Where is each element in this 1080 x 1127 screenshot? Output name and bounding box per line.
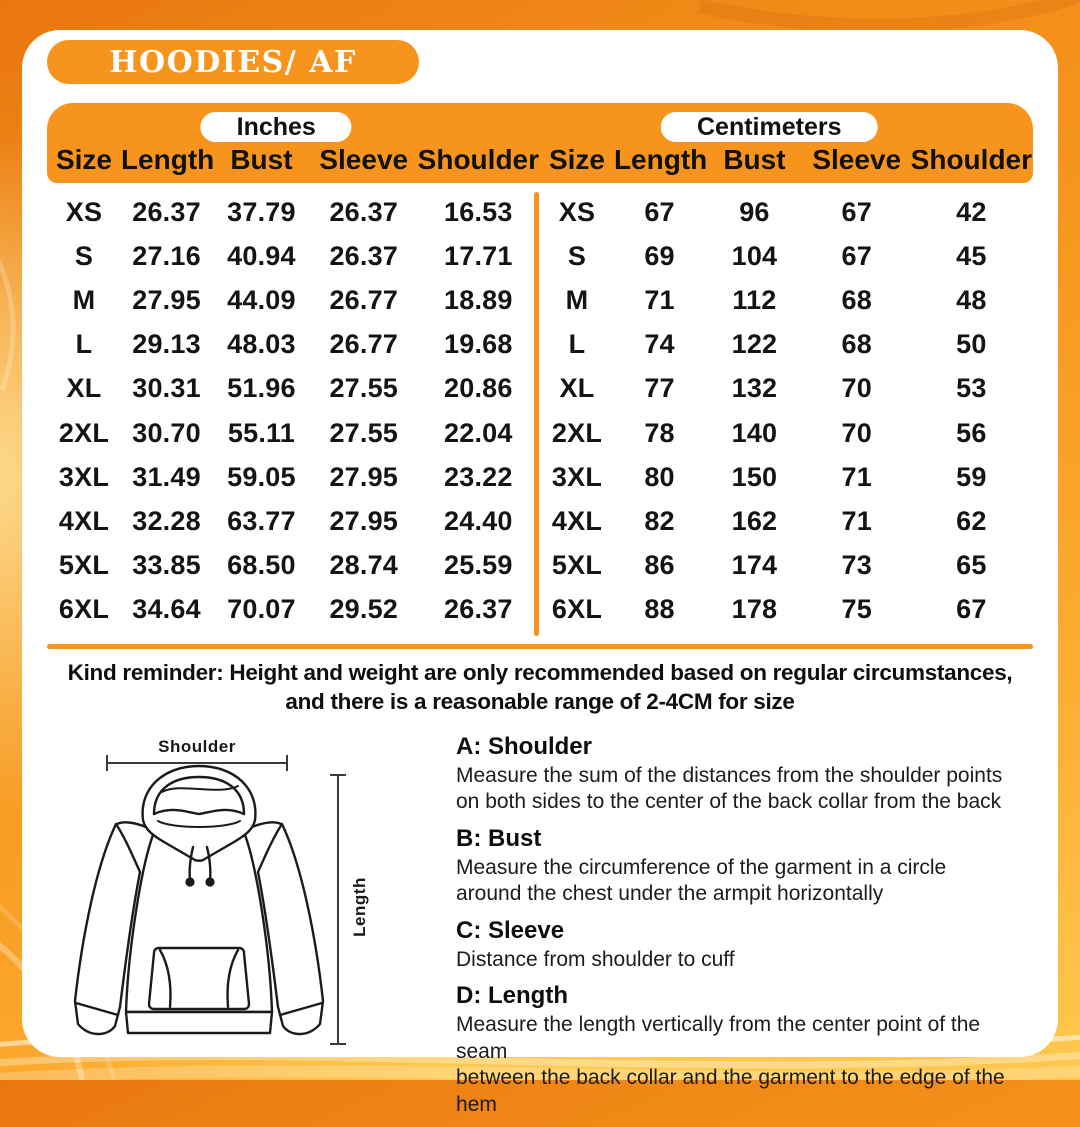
table-cell: 34.64 (132, 594, 201, 625)
table-cell: 68.50 (227, 550, 296, 581)
table-cell: 71 (841, 461, 872, 492)
table-cell: 18.89 (444, 284, 513, 315)
column-header-shoulder: Shoulder (910, 144, 1033, 175)
table-row (47, 588, 540, 632)
table-cell: 51.96 (227, 373, 296, 404)
table-cell: 78 (644, 417, 675, 448)
table-cell: 86 (644, 550, 675, 581)
table-cell: XL (559, 373, 595, 404)
table-cell: 5XL (551, 550, 603, 581)
table-cell: 70 (841, 417, 872, 448)
table-cell: 132 (731, 373, 778, 404)
table-cell: 3XL (58, 461, 110, 492)
table-cell: 17.71 (444, 240, 513, 271)
table-row (540, 234, 1033, 278)
title-badge-label: HOODIES/ AF (109, 44, 357, 80)
table-row (540, 499, 1033, 543)
shoulder-label: Shoulder (158, 737, 236, 756)
centimeters-pill (661, 112, 878, 142)
table-cell: 32.28 (132, 505, 201, 536)
table-cell: 4XL (58, 505, 110, 536)
table-cell: 77 (644, 373, 675, 404)
centimeters-pill-label: Centimeters (696, 112, 842, 141)
measurement-line: Measure the sum of the distances from the shoulder points (456, 764, 1003, 787)
measurement-item-sleeve (456, 917, 1034, 973)
table-cell: 30.70 (132, 417, 201, 448)
length-measure-line (330, 775, 346, 1044)
table-cell: 80 (644, 461, 675, 492)
table-row (540, 278, 1033, 322)
table-row (47, 367, 540, 411)
table-cell: 29.52 (329, 594, 399, 625)
table-divider (534, 192, 539, 636)
column-header-bust: Bust (723, 144, 786, 175)
table-cell: 26.37 (329, 196, 399, 227)
table-cell: M (72, 284, 96, 315)
table-cell: 68 (841, 329, 872, 360)
table-cell: 48.03 (227, 329, 296, 360)
table-cell: XL (66, 373, 102, 404)
table-cell: 75 (841, 594, 872, 625)
measurement-heading: A: Shoulder (456, 733, 592, 760)
table-row (540, 411, 1033, 455)
table-cell: 19.68 (444, 329, 513, 360)
table-cell: 26.77 (329, 284, 399, 315)
table-cell: 59 (956, 461, 987, 492)
table-cell: 28.74 (329, 550, 399, 581)
column-header-sleeve: Sleeve (319, 144, 409, 175)
table-cell: 2XL (551, 417, 603, 448)
column-header-length: Length (120, 144, 215, 175)
reminder-text (22, 659, 1058, 717)
table-cell: 37.79 (227, 196, 296, 227)
reminder-line-2: and there is a reasonable range of 2-4CM for size (285, 688, 795, 714)
table-cell: XS (65, 196, 103, 227)
table-cell: 122 (731, 329, 778, 360)
table-row (47, 455, 540, 499)
centimeters-table-rows (540, 190, 1033, 632)
table-cell: 22.04 (444, 417, 513, 448)
table-row (47, 278, 540, 322)
table-cell: 23.22 (444, 461, 513, 492)
table-cell: 42 (956, 196, 987, 227)
table-cell: 69 (644, 240, 675, 271)
column-header-size: Size (548, 144, 605, 175)
size-chart-card (22, 30, 1058, 1116)
table-cell: 6XL (58, 594, 110, 625)
table-row (47, 544, 540, 588)
table-cell: 24.40 (444, 505, 513, 536)
table-cell: 104 (731, 240, 778, 271)
inches-pill-label: Inches (236, 112, 316, 141)
table-row (47, 190, 540, 234)
measurement-heading: C: Sleeve (456, 916, 565, 944)
measurement-item-bust (456, 825, 1034, 908)
measurement-heading: B: Bust (456, 824, 542, 852)
measurement-line: Distance from shoulder to cuff (456, 947, 735, 971)
table-cell: 71 (644, 284, 675, 315)
table-bottom-rule (47, 644, 1033, 649)
table-cell: L (568, 329, 586, 360)
length-label: Length (350, 877, 369, 937)
centimeters-header-half (540, 103, 1033, 183)
table-cell: 53 (956, 373, 987, 404)
table-row (47, 234, 540, 278)
table-row (540, 367, 1033, 411)
inches-table-rows (47, 190, 540, 632)
table-row (47, 499, 540, 543)
table-cell: 26.37 (132, 196, 201, 227)
table-cell: 27.95 (132, 284, 201, 315)
table-cell: 2XL (58, 417, 110, 448)
table-row (47, 411, 540, 455)
table-cell: 74 (644, 329, 675, 360)
table-cell: 5XL (58, 550, 110, 581)
table-cell: 27.95 (329, 505, 399, 536)
table-cell: 70 (841, 373, 872, 404)
table-cell: 31.49 (132, 461, 201, 492)
table-cell: 174 (731, 550, 778, 581)
reminder-line-1: Kind reminder: Height and weight are only recommended based on regular circumstances, (67, 660, 1013, 685)
table-cell: 48 (956, 284, 987, 315)
table-cell: 67 (956, 594, 987, 625)
hoodie-outline (75, 766, 323, 1034)
table-cell: S (567, 240, 587, 271)
table-cell: 16.53 (444, 196, 513, 227)
table-cell: 27.55 (329, 417, 399, 448)
table-cell: 45 (956, 240, 987, 271)
measurement-heading: D: Length (456, 982, 568, 1010)
table-cell: 29.13 (132, 329, 201, 360)
table-cell: 27.95 (329, 461, 399, 492)
table-cell: 56 (956, 417, 987, 448)
table-cell: 3XL (551, 461, 603, 492)
title-badge (47, 40, 419, 84)
table-cell: 26.77 (329, 329, 399, 360)
table-row (540, 544, 1033, 588)
column-header-size: Size (55, 144, 112, 175)
table-cell: L (75, 329, 93, 360)
table-cell: 30.31 (132, 373, 201, 404)
table-cell: M (565, 284, 589, 315)
column-header-sleeve: Sleeve (812, 144, 902, 175)
table-cell: 50 (956, 329, 987, 360)
table-header-band (47, 103, 1033, 183)
table-cell: 44.09 (227, 284, 296, 315)
table-cell: 70.07 (227, 594, 296, 625)
measurement-line: on both sides to the center of the back collar from the back (456, 790, 1002, 814)
table-row (540, 323, 1033, 367)
table-cell: 40.94 (227, 240, 296, 271)
column-header-shoulder: Shoulder (417, 144, 540, 175)
table-cell: 150 (731, 461, 778, 492)
column-header-length: Length (613, 144, 708, 175)
table-cell: 88 (644, 594, 675, 625)
table-row (540, 588, 1033, 632)
table-row (540, 455, 1033, 499)
table-cell: 65 (956, 550, 987, 581)
table-cell: 178 (731, 594, 778, 625)
table-cell: 67 (841, 196, 872, 227)
table-cell: 26.37 (444, 594, 513, 625)
table-cell: 6XL (551, 594, 603, 625)
table-cell: 33.85 (132, 550, 201, 581)
table-cell: 162 (731, 505, 778, 536)
measurement-descriptions (456, 733, 1034, 1127)
inches-pill (201, 112, 352, 142)
table-cell: 112 (732, 284, 777, 315)
table-cell: S (74, 240, 94, 271)
table-body (47, 190, 1033, 632)
centimeters-column-headers (540, 144, 1033, 176)
table-cell: 96 (739, 196, 770, 227)
table-cell: 55.11 (227, 417, 295, 448)
measurement-line: between the back collar and the garment to the edge of the hem (456, 1066, 1005, 1116)
table-cell: 71 (841, 505, 872, 536)
hoodie-line-art (60, 720, 440, 1065)
inches-column-headers (47, 144, 540, 176)
table-cell: 67 (644, 196, 675, 227)
measurement-line: around the chest under the armpit horizontally (456, 882, 884, 906)
table-cell: XS (558, 196, 596, 227)
table-cell: 140 (731, 417, 778, 448)
measurement-item-shoulder (456, 733, 1034, 816)
table-cell: 63.77 (227, 505, 296, 536)
table-cell: 25.59 (444, 550, 513, 581)
table-cell: 67 (841, 240, 872, 271)
table-row (47, 323, 540, 367)
table-cell: 73 (841, 550, 872, 581)
table-cell: 82 (644, 505, 675, 536)
hoodie-diagram (60, 720, 440, 1065)
table-cell: 26.37 (329, 240, 399, 271)
measurement-item-length (456, 982, 1034, 1118)
table-cell: 20.86 (444, 373, 513, 404)
column-header-bust: Bust (230, 144, 293, 175)
measurement-line: Measure the circumference of the garment in a circle (456, 855, 947, 879)
table-cell: 62 (956, 505, 987, 536)
table-cell: 4XL (551, 505, 603, 536)
table-cell: 27.16 (132, 240, 201, 271)
table-cell: 59.05 (227, 461, 296, 492)
table-cell: 27.55 (329, 373, 399, 404)
measurement-line: Measure the length vertically from the center point of the seam (456, 1013, 981, 1063)
table-row (540, 190, 1033, 234)
table-cell: 68 (841, 284, 872, 315)
inches-header-half (47, 103, 540, 183)
